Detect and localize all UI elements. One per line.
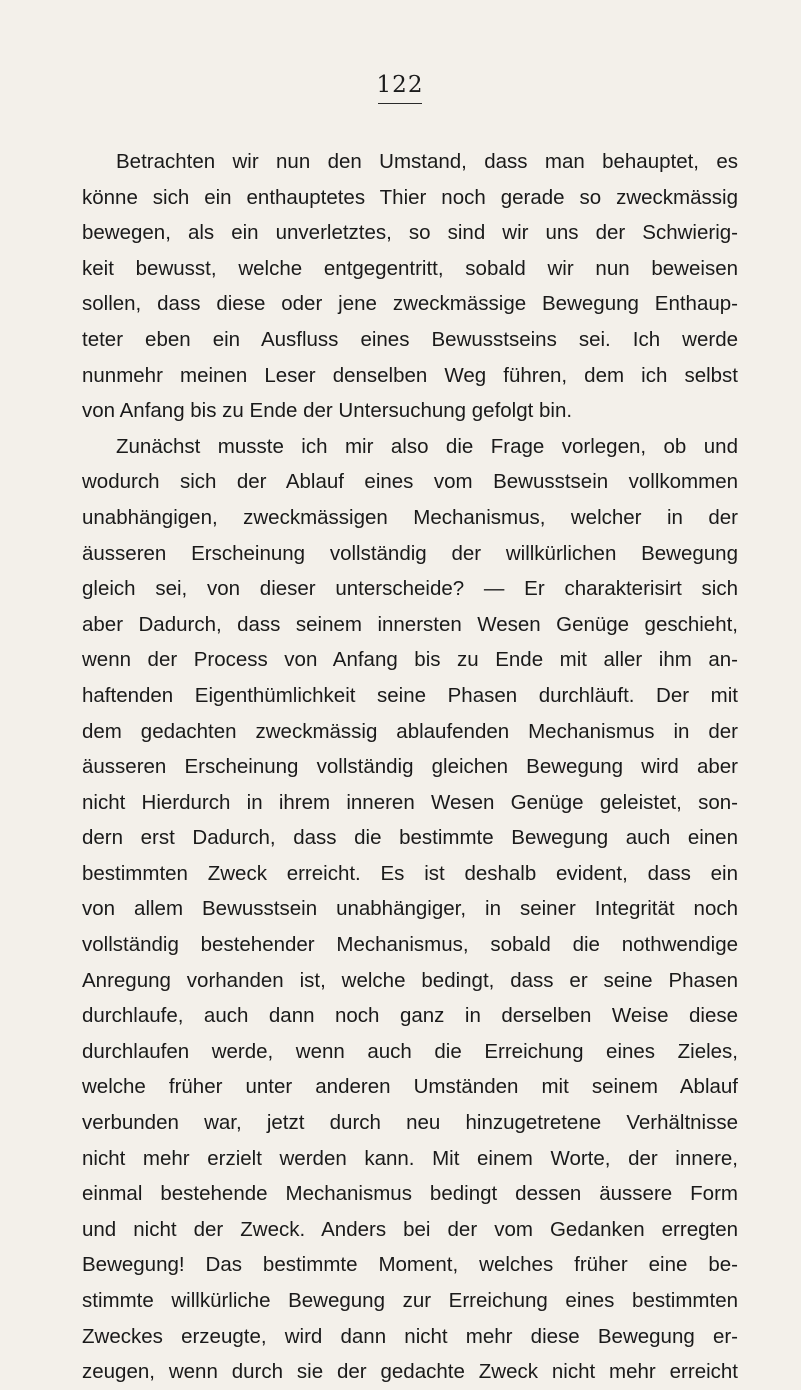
- page-number: 122: [376, 72, 424, 98]
- text-line: unabhängigen, zweckmässigen Mechanismus, welcher in der: [82, 505, 738, 529]
- text-line: welche früher unter anderen Umständen mit seinem Ablauf: [82, 1075, 738, 1099]
- text-line: nicht mehr erzielt werden kann. Mit einem Worte, der innere,: [82, 1146, 738, 1170]
- text-line: aber Dadurch, dass seinem innersten Wesen Genüge geschieht,: [82, 612, 738, 636]
- text-line: vollständig bestehender Mechanismus, sobald die nothwendige: [82, 933, 738, 957]
- text-line: verbunden war, jetzt durch neu hinzugetretene Verhältnisse: [82, 1111, 738, 1135]
- text-line: einmal bestehende Mechanismus bedingt dessen äussere Form: [82, 1182, 738, 1206]
- text-line: dern erst Dadurch, dass die bestimmte Bewegung auch einen: [82, 826, 738, 850]
- page-number-underline: [378, 103, 422, 104]
- text-line: nunmehr meinen Leser denselben Weg führen, dem ich selbst: [82, 363, 738, 387]
- text-line: könne sich ein enthauptetes Thier noch gerade so zweckmässig: [82, 185, 738, 209]
- text-line: sollen, dass diese oder jene zweckmässige Bewegung Enthaup-: [82, 292, 738, 316]
- text-line: Zunächst musste ich mir also die Frage vorlegen, ob und: [116, 434, 738, 458]
- text-line: durchlaufe, auch dann noch ganz in derselben Weise diese: [82, 1004, 738, 1028]
- text-line: und nicht der Zweck. Anders bei der vom Gedanken erregten: [82, 1217, 738, 1241]
- text-line: Betrachten wir nun den Umstand, dass man behauptet, es: [116, 150, 738, 173]
- text-line: haftenden Eigenthümlichkeit seine Phasen durchläuft. Der mit: [82, 683, 738, 707]
- text-line: äusseren Erscheinung vollständig gleichen Bewegung wird aber: [82, 755, 738, 779]
- text-line: bewegen, als ein unverletztes, so sind wir uns der Schwierig-: [82, 221, 738, 245]
- text-line: von Anfang bis zu Ende der Untersuchung gefolgt bin.: [82, 399, 573, 423]
- text-line: wodurch sich der Ablauf eines vom Bewusstsein vollkommen: [82, 470, 738, 494]
- text-line: gleich sei, von dieser unterscheide? — Er charakterisirt sich: [82, 577, 738, 601]
- text-line: zeugen, wenn durch sie der gedachte Zweck nicht mehr erreicht: [82, 1360, 738, 1384]
- text-line: Anregung vorhanden ist, welche bedingt, dass er seine Phasen: [82, 968, 738, 992]
- text-line: nicht Hierdurch in ihrem inneren Wesen Genüge geleistet, son-: [82, 790, 738, 814]
- body-text: [82, 144, 738, 1390]
- text-line: von allem Bewusstsein unabhängiger, in seiner Integrität noch: [82, 897, 738, 921]
- text-line: Zweckes erzeugte, wird dann nicht mehr diese Bewegung er-: [82, 1324, 738, 1348]
- text-line: keit bewusst, welche entgegentritt, sobald wir nun beweisen: [82, 256, 738, 280]
- text-line: stimmte willkürliche Bewegung zur Erreichung eines bestimmten: [82, 1289, 738, 1312]
- text-line: teter eben ein Ausfluss eines Bewusstseins sei. Ich werde: [82, 327, 738, 351]
- text-line: Bewegung! Das bestimmte Moment, welches früher eine be-: [82, 1253, 738, 1277]
- text-line: dem gedachten zweckmässig ablaufenden Mechanismus in der: [82, 719, 738, 743]
- text-line: durchlaufen werde, wenn auch die Erreichung eines Zieles,: [82, 1039, 738, 1063]
- text-line: wenn der Process von Anfang bis zu Ende mit aller ihm an-: [82, 648, 738, 672]
- text-line: äusseren Erscheinung vollständig der willkürlichen Bewegung: [82, 541, 738, 565]
- text-line: bestimmten Zweck erreicht. Es ist deshalb evident, dass ein: [82, 861, 738, 885]
